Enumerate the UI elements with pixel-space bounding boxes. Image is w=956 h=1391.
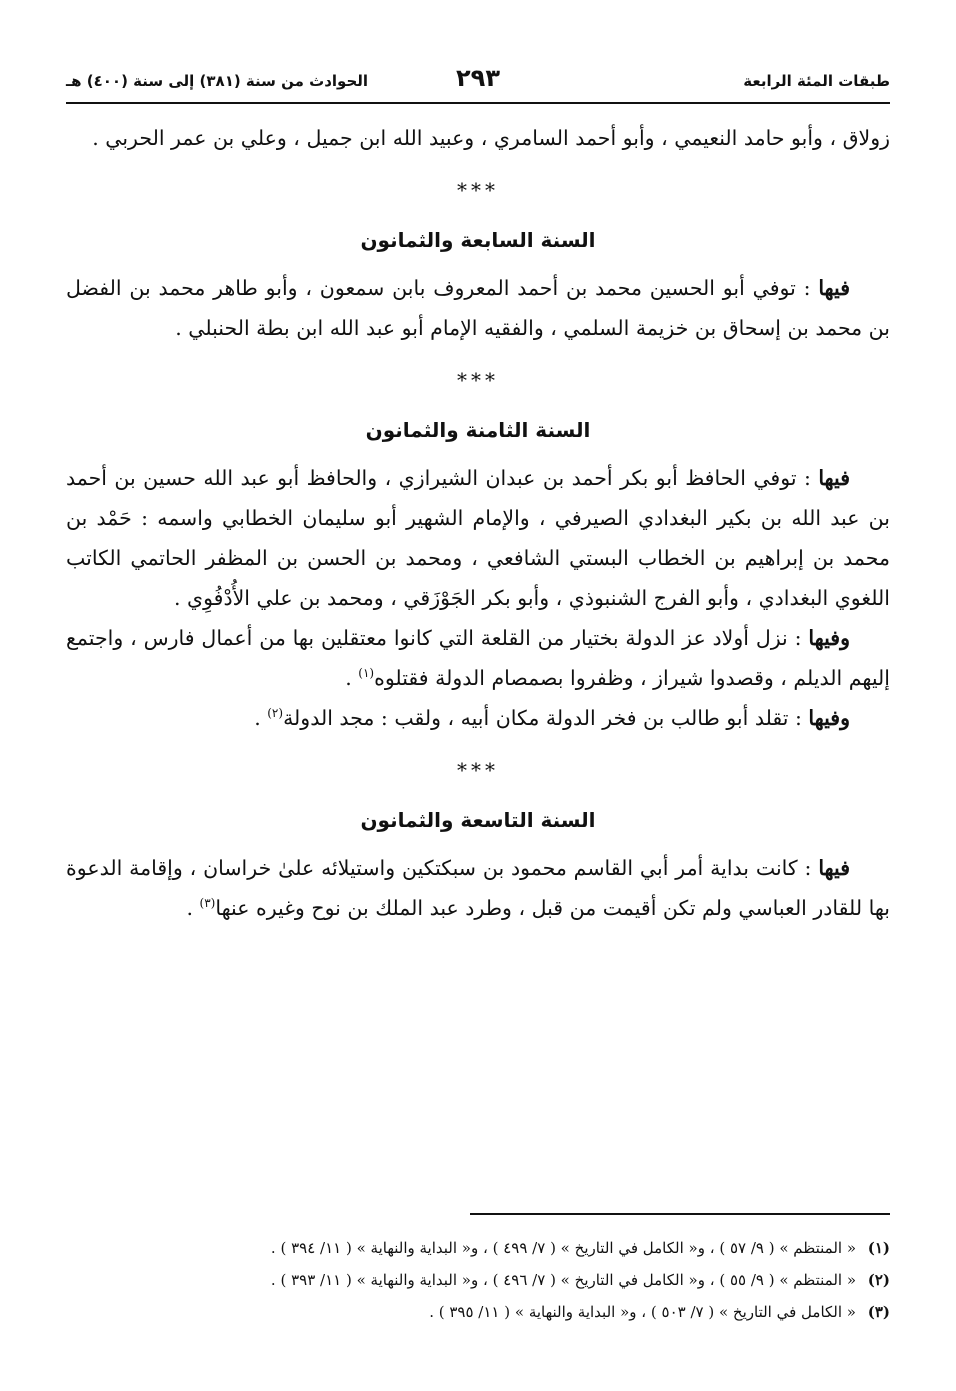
paragraph [66, 458, 890, 618]
footnote-text: « المنتظم » ( ٩/ ٥٧ ) ، و« الكامل في التاريخ » ( ٧/ ٤٩٩ ) ، و« البداية والنهاية » ( ١١/ ٣٩٤ ) . [270, 1239, 856, 1257]
header-chapter-range: الحوادث من سنة (٣٨١) إلى سنة (٤٠٠) هـ [66, 72, 369, 90]
paragraph-lead: وفيها [808, 706, 850, 730]
paragraph-text: : توفي أبو الحسين محمد بن أحمد المعروف بابن سمعون ، وأبو طاهر محمد بن الفضل بن محمد بن إسحاق بن خزيمة السلمي ، والفقيه الإمام أبو عبد الله ابن بطة الحنبلي . [66, 276, 890, 340]
paragraph-lead: فيها [818, 466, 850, 490]
footnote-text: « المنتظم » ( ٩/ ٥٥ ) ، و« الكامل في التاريخ » ( ٧/ ٤٩٦ ) ، و« البداية والنهاية » ( ١١/ ٣٩٣ ) . [270, 1271, 856, 1289]
footnote-number: (٣) [867, 1303, 890, 1321]
footnote-item [66, 1264, 890, 1296]
footnote-separator [470, 1213, 890, 1215]
footnote-marker[interactable]: (٣) [199, 896, 216, 911]
paragraph [66, 848, 890, 928]
section-title-89: السنة التاسعة والثمانون [360, 808, 596, 832]
section-divider: *** [457, 758, 499, 782]
section-divider: *** [457, 368, 499, 392]
footnote-number: (٢) [867, 1271, 890, 1289]
paragraph [66, 698, 890, 738]
page-number: ٢٩٣ [456, 64, 500, 92]
footnote-item [66, 1296, 890, 1328]
intro-paragraph: زولاق ، وأبو حامد النعيمي ، وأبو أحمد السامري ، وعبيد الله ابن جميل ، وعلي بن عمر الحربي . [92, 126, 890, 150]
paragraph-text: : توفي الحافظ أبو بكر أحمد بن عبدان الشيرازي ، والحافظ أبو عبد الله حسين بن أحمد بن عبد الله بن بكير البغدادي الصيرفي ، والإمام الشهير أبو سليمان الخطابي واسمه : حَمْد بن محمد بن إبراهيم بن الخطاب البستي الشافعي ، ومحمد بن الحسن بن المظفر الحاتمي الكاتب اللغوي البغدادي ، وأبو الفرج الشنبوذي ، وأبو بكر الجَوْزَقي ، ومحمد بن علي الأُدْفُوِي . [66, 466, 890, 610]
running-header [66, 62, 890, 104]
paragraph-tail: . [254, 706, 268, 730]
footnote-marker[interactable]: (٢) [267, 706, 284, 721]
section-divider: *** [457, 178, 499, 202]
section-title-88: السنة الثامنة والثمانون [365, 418, 591, 442]
paragraph-text: : كانت بداية أمر أبي القاسم محمود بن سبكتكين واستيلائه علىٰ خراسان ، وإقامة الدعوة بها للقادر العباسي ولم تكن أقيمت من قبل ، وطرد عبد الملك بن نوح وغيره عنها [66, 856, 890, 920]
paragraph-text: : تقلد أبو طالب بن فخر الدولة مكان أبيه ، ولقب : مجد الدولة [283, 706, 809, 730]
paragraph-tail: . [345, 666, 359, 690]
paragraph-text: : نزل أولاد عز الدولة بختيار من القلعة التي كانوا معتقلين بها من أعمال فارس ، واجتمع إليهم الديلم ، وقصدوا شيراز ، وظفروا بصمصام الدولة فقتلوه [66, 626, 890, 690]
footnote-marker[interactable]: (١) [358, 666, 375, 681]
paragraph-lead: فيها [818, 856, 850, 880]
footnotes [66, 1232, 890, 1328]
footnote-number: (١) [867, 1239, 890, 1257]
paragraph-lead: وفيها [808, 626, 850, 650]
paragraph-lead: فيها [818, 276, 850, 300]
footnote-text: « الكامل في التاريخ » ( ٧/ ٥٠٣ ) ، و« البداية والنهاية » ( ١١/ ٣٩٥ ) . [429, 1303, 856, 1321]
paragraph-tail: . [186, 896, 200, 920]
paragraph [66, 268, 890, 348]
main-text [66, 118, 890, 928]
paragraph [66, 618, 890, 698]
section-title-87: السنة السابعة والثمانون [360, 228, 596, 252]
footnote-item [66, 1232, 890, 1264]
header-book-title: طبقات المئة الرابعة [743, 72, 890, 90]
